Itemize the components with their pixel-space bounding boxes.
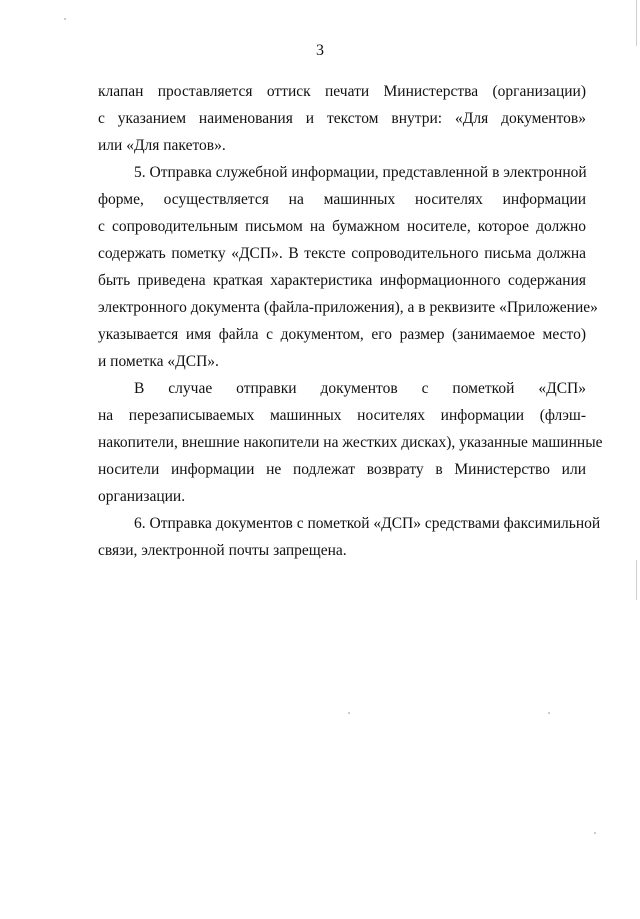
scan-edge-mark xyxy=(636,560,637,600)
scan-speck xyxy=(594,832,596,834)
text-line: связи, электронной почты запрещена. xyxy=(98,542,347,559)
scan-speck xyxy=(348,712,350,714)
text-line: и пометка «ДСП». xyxy=(98,353,219,370)
text-line: клапан проставляется оттиск печати Министерства (организации) xyxy=(98,83,586,100)
text-line: организации. xyxy=(98,488,186,505)
text-line: накопители, внешние накопители на жестких дисках), указанные машинные xyxy=(98,434,603,451)
text-line: указывается имя файла с документом, его размер (занимаемое место) xyxy=(98,326,586,343)
text-line: форме, осуществляется на машинных носителях информации xyxy=(98,191,586,208)
scan-edge-mark xyxy=(636,0,637,46)
paragraph-5-first-line: 5. Отправка служебной информации, представленной в электронной xyxy=(134,164,587,181)
text-line: быть приведена краткая характеристика информационного содержания xyxy=(98,272,586,289)
text-line: носители информации не подлежат возврату в Министерство или xyxy=(98,461,586,478)
page-number: 3 xyxy=(316,42,324,59)
paragraph-first-line: В случае отправки документов с пометкой «ДСП» xyxy=(134,380,586,397)
scan-speck xyxy=(64,18,66,20)
text-line: содержать пометку «ДСП». В тексте сопроводительного письма должна xyxy=(98,245,586,262)
text-line: с указанием наименования и текстом внутри: «Для документов» xyxy=(98,110,586,127)
text-line: электронного документа (файла-приложения), а в реквизите «Приложение» xyxy=(98,299,598,316)
text-line: на перезаписываемых машинных носителях информации (флэш- xyxy=(98,407,586,424)
scan-speck xyxy=(548,712,550,714)
text-line: или «Для пакетов». xyxy=(98,137,226,154)
paragraph-6-first-line: 6. Отправка документов с пометкой «ДСП» средствами факсимильной xyxy=(134,515,601,532)
text-line: с сопроводительным письмом на бумажном носителе, которое должно xyxy=(98,218,586,235)
